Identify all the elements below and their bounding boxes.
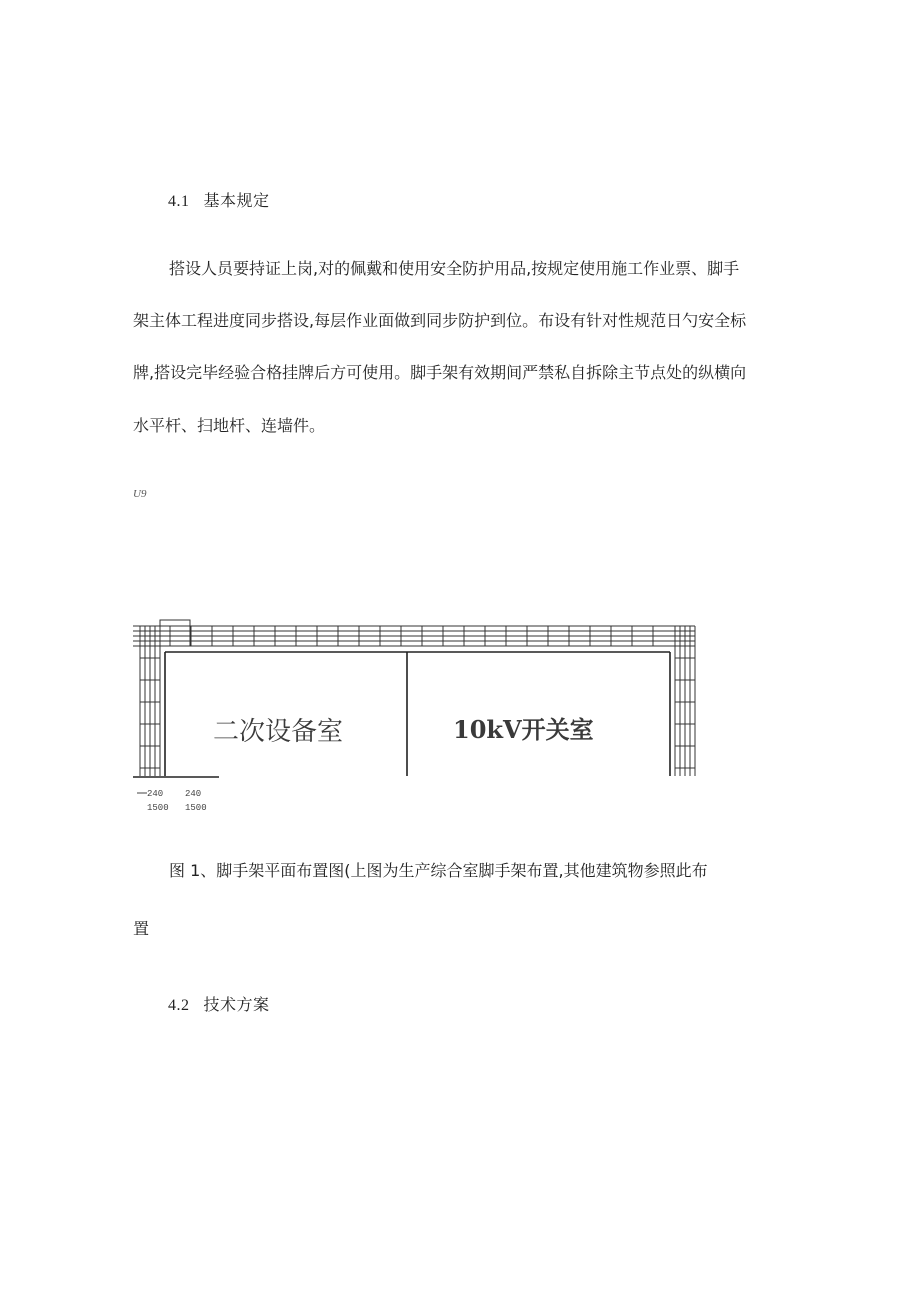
section-title: 基本规定 [203,191,270,210]
paragraph-line-1: 搭设人员要持证上岗,对的佩戴和使用安全防护用品,按规定使用施工作业票、脚手 [169,259,740,278]
dim-240-right: 240 [185,789,202,799]
section-4-2-heading [168,992,270,1015]
caption-line-1: 图 1、脚手架平面布置图(上图为生产综合室脚手架布置,其他建筑物参照此布 [169,861,708,880]
dim-1500-left: 1500 [147,803,169,813]
section-title: 技术方案 [203,995,270,1014]
dim-240-left: 240 [147,789,164,799]
caption-line-2: 置 [133,919,150,938]
dim-1500-right: 1500 [185,803,207,813]
paragraph-line-3: 牌,搭设完毕经验合格挂牌后方可使用。脚手架有效期间严禁私自拆除主节点处的纵横向 [133,363,747,382]
section-4-1-heading [168,188,270,211]
paragraph-line-4: 水平杆、扫地杆、连墙件。 [133,416,326,435]
floor-plan-drawing [133,618,703,818]
paragraph-line-2: 架主体工程进度同步搭设,每层作业面做到同步防护到位。布设有针对性规范日勺安全标 [133,311,747,330]
scaffold-floor-plan [133,618,703,818]
room-left-label: 二次设备室 [213,717,344,747]
room-right-label: 10kV开关室 [453,715,594,744]
section-number: 4.2 [168,997,190,1014]
section-number: 4.1 [168,193,190,210]
figure-marker: U9 [133,488,147,500]
scaffold-grid [133,620,695,776]
